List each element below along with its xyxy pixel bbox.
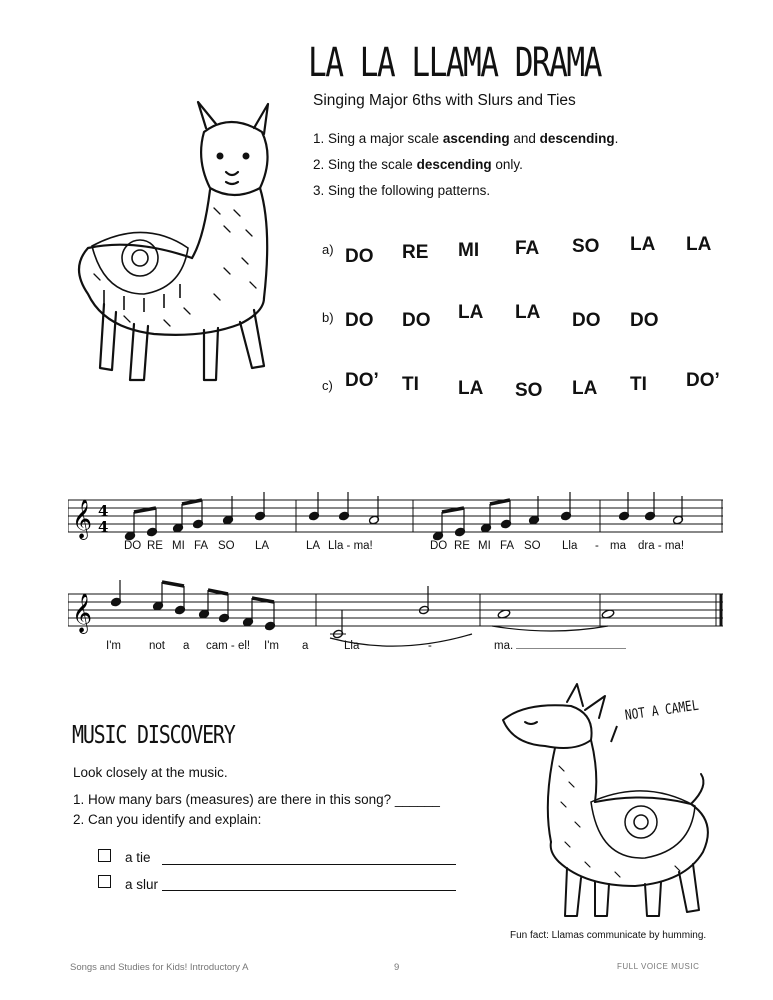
pattern-syllable: DO [572,310,601,331]
pattern-syllable: DO [630,310,659,331]
llama-illustration-bottom [495,682,725,922]
note-beam [490,500,510,504]
pattern-syllable: DO [345,310,374,331]
lyric-syllable: RE [454,540,470,552]
tie-option-label: a tie [125,850,151,865]
lyric-syllable: Lla [562,540,578,552]
instruction-list [313,126,618,204]
pattern-syllable: SO [572,236,600,257]
lyric-syllable: I'm [106,640,121,652]
pattern-syllable: LA [458,302,484,323]
page-subtitle: Singing Major 6ths with Slurs and Ties [313,92,576,109]
lyric-syllable: - [595,540,599,552]
tie-icon [492,626,608,631]
lyric-syllable: LA [306,540,321,552]
lyric-syllable: MI [172,540,185,552]
lyric-syllable: - [428,640,432,652]
slur-checkbox[interactable] [98,875,111,888]
footer-book-title: Songs and Studies for Kids! Introductory A [70,962,249,973]
note-beam [182,500,202,504]
pattern-syllable: TI [630,374,647,395]
lyric-syllable: FA [500,540,515,552]
lyric-syllable: SO [218,540,235,552]
pattern-syllable: FA [515,238,540,259]
pattern-syllable: DO’ [345,370,379,391]
lyric-syllable: a [183,640,190,652]
footer-page-number: 9 [394,962,400,973]
lyric-syllable: LA [255,540,270,552]
treble-clef-icon: 𝄞 [72,593,93,633]
pattern-syllable: LA [515,302,541,323]
score-staff-line-1 [68,480,723,570]
pattern-syllable: RE [402,242,429,263]
lyric-syllable: RE [147,540,163,552]
lyric-syllable: not [149,640,165,652]
tie-answer-line[interactable] [162,864,456,865]
llama-illustration-top [64,98,299,388]
slur-answer-line[interactable] [162,890,456,891]
note-beam [162,582,184,586]
lyric-syllable: MI [478,540,491,552]
pattern-label: c) [322,378,333,393]
lyric-syllable: Lla [344,640,360,652]
lyric-syllable: ma. [494,640,514,652]
pattern-syllable: LA [572,378,598,399]
pattern-syllable: LA [458,378,484,399]
footer-publisher: FULL VOICE MUSIC [617,962,700,971]
slur-option-label: a slur [125,877,159,892]
instruction-1: 1. Sing a major scale ascending and descending. [313,131,619,146]
lyric-syllable: DO [124,540,142,552]
note-beam [252,598,274,602]
pattern-syllable: MI [458,240,480,261]
treble-clef-icon: 𝄞 [72,499,93,539]
pattern-syllable: SO [515,380,543,401]
note-beam [134,508,156,512]
discovery-intro: Look closely at the music. [73,765,228,780]
note-beam [442,508,464,512]
time-signature-bottom: 4 [98,518,109,536]
pattern-syllable: DO [402,310,431,331]
pattern-label: a) [322,242,334,257]
lyric-syllable: dra - ma! [638,540,685,552]
pattern-label: b) [322,310,334,325]
lyric-syllable: FA [194,540,209,552]
discovery-question-2: 2. Can you identify and explain: [73,812,262,827]
pattern-syllable: LA [686,234,712,255]
lyric-syllable: a [302,640,309,652]
discovery-question-1: 1. How many bars (measures) are there in this song? ______ [73,792,440,807]
lyric-syllable: Lla - ma! [328,540,373,552]
pattern-syllable: TI [402,374,419,395]
fun-fact: Fun fact: Llamas communicate by humming. [510,930,707,941]
instruction-3: 3. Sing the following patterns. [313,183,491,198]
pattern-syllable: DO [345,246,374,267]
pattern-syllable: DO’ [686,370,720,391]
lyric-extender-line [516,648,626,649]
lyric-syllable: I'm [264,640,279,652]
not-a-camel-callout: NOT A CAMEL [624,697,700,724]
time-signature-top: 4 [98,502,109,520]
pattern-syllable: LA [630,234,656,255]
lyric-syllable: DO [430,540,448,552]
note-beam [208,590,228,594]
music-discovery-title: MUSIC DISCOVERY [72,720,235,749]
instruction-2: 2. Sing the scale descending only. [313,157,523,172]
lyric-syllable: SO [524,540,541,552]
page-title: LA LA LLAMA DRAMA [308,40,601,86]
tie-checkbox[interactable] [98,849,111,862]
lyric-syllable: cam - el! [206,640,251,652]
lyric-syllable: ma [610,540,626,552]
